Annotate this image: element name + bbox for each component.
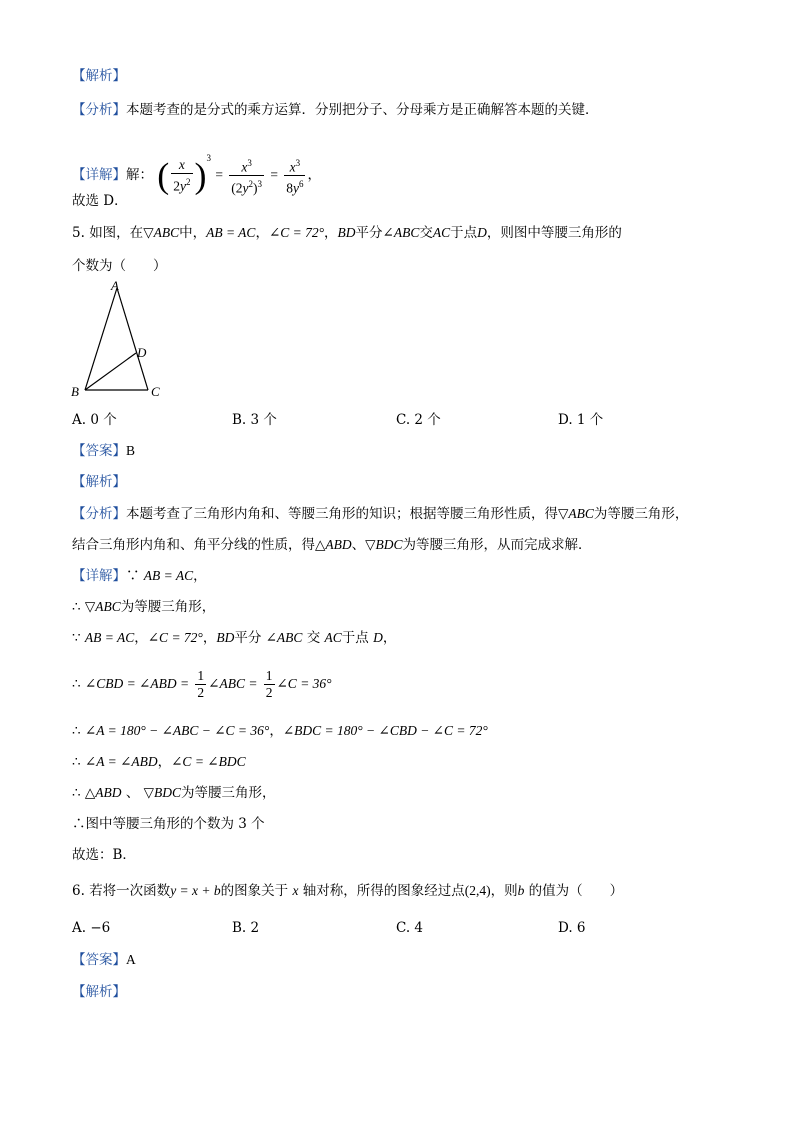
s2m: ， [382, 630, 397, 646]
f2-den-exp: 3 [257, 179, 263, 189]
q5-s14: D [477, 225, 487, 240]
q6-pt: (2,4) [464, 883, 491, 898]
q6-option-a[interactable]: A. −6 [72, 920, 111, 936]
q5-option-b[interactable]: B. 3 个 [232, 412, 277, 428]
frac-half-1 [195, 668, 206, 701]
f3-num: x [289, 159, 296, 174]
s3b: ∠CBD = ∠ABD = [84, 676, 190, 691]
equals-1: = [215, 167, 223, 182]
s4c: ， [269, 723, 283, 739]
fenxi-tag: 【分析】 [72, 102, 126, 118]
q5-s0: 如图，在 [89, 225, 144, 241]
q6-b: b [517, 883, 525, 898]
q5-s9: 平分 [355, 225, 383, 241]
q5-s1: ▽ [143, 225, 154, 240]
q6-se: 的值为（ ） [528, 883, 624, 899]
q6-sa: 若将一次函数 [89, 883, 171, 899]
s2i: 交 [306, 630, 321, 646]
s2h: ∠ABC [265, 630, 303, 645]
f2-den-c: ) [253, 180, 258, 196]
q5-analysis-line1 [72, 504, 688, 524]
q5-stem-line1 [72, 223, 622, 243]
q5-option-a[interactable]: A. 0 个 [72, 412, 117, 428]
label-b: B [71, 384, 79, 399]
q5-fenxi-2t1: △ABD [315, 537, 352, 552]
s2j: AC [324, 630, 342, 645]
s5d: ∠C = ∠BDC [171, 754, 246, 769]
s2d: ∠C = 72° [147, 630, 203, 645]
f2-den-exp-inner: 2 [248, 179, 254, 189]
s2e: ， [202, 630, 217, 646]
f3-den-exp: 6 [298, 179, 304, 189]
q5-s3: 中， [179, 225, 207, 241]
q5-fenxi-2b: 为等腰三角形，从而完成求解． [402, 537, 592, 553]
xiangjie-prefix: 解： [126, 167, 153, 183]
q5-fenxi-2t2: ▽BDC [365, 537, 403, 552]
q5-s4: AB = AC [206, 225, 256, 240]
f2-den-a: (2 [231, 180, 243, 196]
q5-stem-line2: 个数为（ ） [72, 258, 167, 274]
s6e: 为等腰三角形， [181, 785, 276, 801]
s4a: ∴ [72, 723, 81, 739]
label-d: D [137, 345, 147, 360]
s2c: ， [134, 630, 148, 646]
q6-sc: 轴对称，所得的图象经过点 [302, 883, 465, 899]
s1c: 为等腰三角形， [120, 599, 216, 615]
f2-num: x [241, 159, 248, 174]
s6a: ∴ [72, 785, 81, 801]
s1a: ∴ [72, 599, 81, 615]
s1b: ▽ABC [84, 599, 121, 614]
bisector-bd [85, 353, 136, 390]
q5-s11: 交 [419, 225, 433, 241]
q6-stem [72, 881, 623, 901]
q6-option-d[interactable]: D. 6 [558, 920, 586, 936]
s0a: ∵ [126, 568, 140, 584]
analysis-1 [72, 100, 599, 120]
half1-den: 2 [197, 685, 205, 700]
q6-answer-tag: 【答案】 [72, 952, 126, 968]
q5-s2: ABC [153, 225, 180, 240]
s4b: ∠A = 180° − ∠ABC − ∠C = 36° [84, 723, 270, 738]
q5-s15: ，则图中等腰三角形的 [486, 225, 622, 241]
right-paren: ) [194, 155, 207, 196]
f3-num-exp: 3 [295, 157, 301, 168]
q5-option-d[interactable]: D. 1 个 [558, 412, 604, 428]
label-a: A [111, 278, 119, 293]
q6-fn: y = x + b [170, 883, 221, 898]
s5a: ∴ [72, 754, 81, 770]
q5-s6: ∠C = 72° [268, 225, 325, 240]
s2b: AB = AC [84, 630, 135, 645]
q5-s13: 于点 [450, 225, 478, 241]
s0c: ， [193, 568, 207, 584]
triangle-figure [66, 278, 176, 404]
answer-tag: 【答案】 [72, 443, 126, 459]
answer-value: B [126, 443, 136, 458]
s7b: 图中等腰三角形的个数为 3 个 [85, 816, 265, 832]
frac-den-coef: 2 [173, 178, 181, 194]
q5-fenxi-2a: 结合三角形内角和、角平分线的性质，得 [72, 537, 315, 553]
q5-analysis-line2 [72, 535, 592, 555]
q6-sd: ，则 [490, 883, 518, 899]
q5-step-1 [72, 597, 215, 617]
f2-den-b: y [242, 180, 249, 196]
s6b: △ABD [84, 785, 122, 800]
q5-step-0 [72, 566, 207, 586]
f3-den-a: 8 [286, 180, 293, 196]
s5b: ∠A = ∠ABD [84, 754, 158, 769]
fraction-x3-over-2y2-3 [229, 155, 264, 197]
s5c: ， [157, 754, 172, 770]
fraction-x3-over-8y6 [284, 155, 305, 197]
s3c: ∠ABC = [208, 676, 258, 691]
q5-step-5 [72, 752, 246, 772]
q6-answer [72, 950, 136, 970]
frac-den-exp: 2 [186, 176, 191, 187]
q5-fenxi-1b: 为等腰三角形， [593, 506, 689, 522]
q6-option-c[interactable]: C. 4 [396, 920, 424, 936]
label-c: C [151, 384, 160, 399]
q5-step-6 [72, 783, 276, 803]
s2k: 于点 [341, 630, 369, 646]
half2-num: 1 [265, 668, 273, 683]
q5-final: 故选：B． [72, 847, 136, 863]
frac-den-var: y [180, 178, 187, 194]
q5-jiexi-heading: 【解析】 [72, 474, 126, 490]
q6-option-b[interactable]: B. 2 [232, 920, 260, 936]
s3d: ∠C = 36° [276, 676, 332, 691]
fenxi-text: 本题考查的是分式的乘方运算．分别把分子、分母乘方是正确解答本题的关键． [126, 102, 599, 118]
q6-sb: 的图象关于 [220, 883, 289, 899]
frac-half-2 [264, 668, 275, 701]
equals-2: = [270, 167, 278, 182]
q5-s12: AC [432, 225, 451, 240]
formula-comma: ， [307, 167, 321, 183]
q5-fenxi-1sym: ▽ABC [558, 506, 594, 521]
q5-option-c[interactable]: C. 2 个 [396, 412, 441, 428]
left-paren: ( [157, 155, 170, 196]
half2-den: 2 [265, 685, 273, 700]
detail-1 [72, 140, 321, 197]
s7a: ∴ [72, 816, 86, 832]
q5-s5: ， [255, 225, 269, 241]
q5-s8: BD [337, 225, 356, 240]
q5-step-7 [72, 814, 265, 834]
q5-s10: ∠ABC [382, 225, 420, 240]
q6-jiexi-heading: 【解析】 [72, 984, 126, 1000]
side-ac [117, 288, 148, 390]
q5-answer [72, 441, 135, 461]
s6c: 、 [125, 785, 140, 801]
outer-exp: 3 [206, 153, 212, 163]
q5-fenxi-1a: 本题考查了三角形内角和、等腰三角形的知识；根据等腰三角形性质，得 [126, 506, 558, 522]
q5-xiangjie-tag: 【详解】 [72, 568, 126, 584]
s0b: AB = AC [143, 568, 194, 583]
q5-step-2 [72, 628, 396, 648]
q5-fenxi-2mid: 、 [351, 537, 366, 553]
s2f: BD [216, 630, 235, 645]
s6d: ▽BDC [143, 785, 181, 800]
s3a: ∴ [72, 676, 81, 692]
q5-s7: ， [324, 225, 338, 241]
xiangjie-tag: 【详解】 [72, 167, 126, 183]
q6-x: x [292, 883, 299, 898]
s2l: D [373, 630, 383, 645]
q5-number: 5. [72, 225, 85, 241]
s4d: ∠BDC = 180° − ∠CBD − ∠C = 72° [282, 723, 488, 738]
s2a: ∵ [72, 630, 81, 646]
q6-number: 6. [72, 883, 85, 899]
q6-answer-value: A [126, 952, 136, 967]
answer-line-1: 故选 D． [72, 193, 128, 209]
jiexi-heading-1: 【解析】 [72, 68, 126, 84]
frac-num: x [178, 156, 185, 172]
f2-num-exp: 3 [247, 157, 252, 168]
fraction-x-over-2y2 [171, 157, 192, 195]
s2g: 平分 [234, 630, 262, 646]
q5-step-4 [72, 721, 488, 741]
q5-step-3 [72, 664, 332, 704]
half1-num: 1 [197, 668, 205, 683]
side-ab [85, 288, 117, 390]
q5-fenxi-tag: 【分析】 [72, 506, 126, 522]
f3-den-b: y [292, 180, 299, 196]
